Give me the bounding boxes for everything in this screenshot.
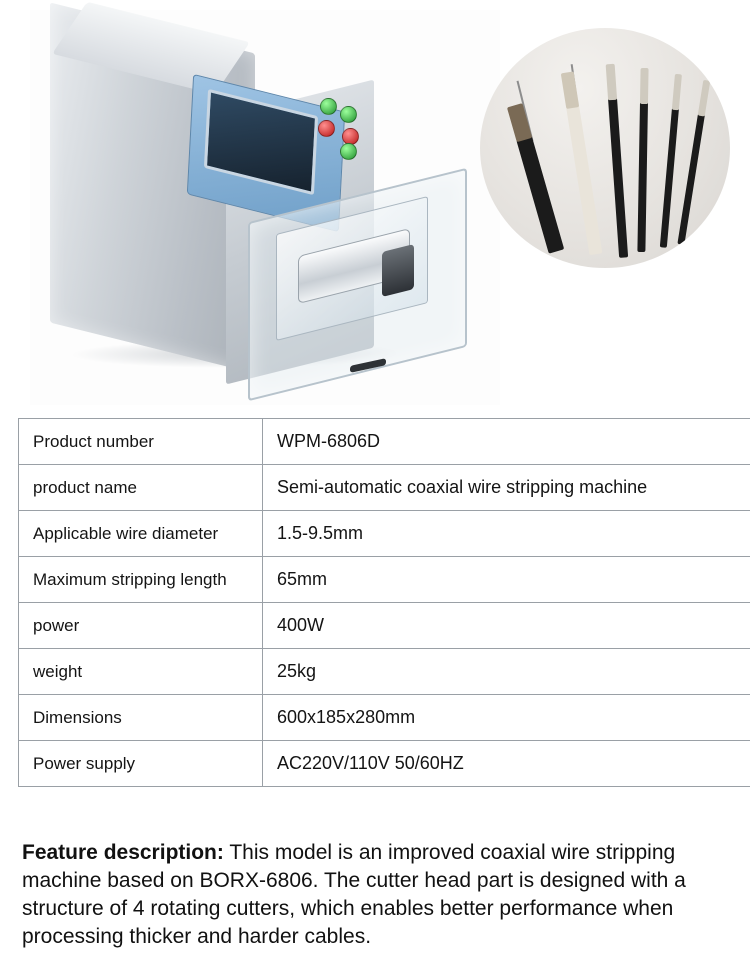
table-row — [19, 603, 750, 649]
table-row — [19, 695, 750, 741]
spec-value: 600x185x280mm — [263, 695, 750, 741]
stripped-cable — [566, 105, 602, 255]
spec-key: Dimensions — [19, 695, 263, 741]
table-row — [19, 465, 750, 511]
product-photo-area — [0, 0, 750, 410]
spec-key: Power supply — [19, 741, 263, 787]
stripped-cable — [677, 113, 705, 244]
spec-key: Product number — [19, 419, 263, 465]
spec-value: AC220V/110V 50/60HZ — [263, 741, 750, 787]
feature-description-label: Feature description: — [22, 841, 224, 864]
table-row — [19, 419, 750, 465]
stripped-cable — [608, 98, 628, 258]
spec-key: Maximum stripping length — [19, 557, 263, 603]
green-button-icon — [340, 106, 357, 123]
table-row — [19, 649, 750, 695]
spec-value: 25kg — [263, 649, 750, 695]
feature-description — [22, 839, 732, 952]
spec-value: 400W — [263, 603, 750, 649]
stripped-cable — [637, 102, 648, 252]
machine-photo — [30, 10, 500, 405]
stripped-cable — [660, 108, 679, 248]
spec-value: WPM-6806D — [263, 419, 750, 465]
stripped-cable — [516, 136, 564, 254]
spec-key: product name — [19, 465, 263, 511]
feature-description-text: This model is an improved coaxial wire stripping machine based on BORX-6806. The cutter head part is designed with a structure of 4 rotating cutters, which enables better performance when processing thicker and harder cables. — [22, 841, 686, 949]
green-button-icon — [340, 143, 357, 160]
red-button-icon — [318, 120, 335, 137]
table-row — [19, 511, 750, 557]
cutter-motor-cap — [382, 244, 414, 297]
spec-key: power — [19, 603, 263, 649]
spec-key: Applicable wire diameter — [19, 511, 263, 557]
table-row — [19, 741, 750, 787]
spec-value: 1.5-9.5mm — [263, 511, 750, 557]
spec-value: 65mm — [263, 557, 750, 603]
table-row — [19, 557, 750, 603]
cable-closeup-photo — [480, 28, 730, 268]
specification-table — [18, 418, 750, 787]
green-button-icon — [320, 98, 337, 115]
spec-key: weight — [19, 649, 263, 695]
spec-value: Semi-automatic coaxial wire stripping machine — [263, 465, 750, 511]
